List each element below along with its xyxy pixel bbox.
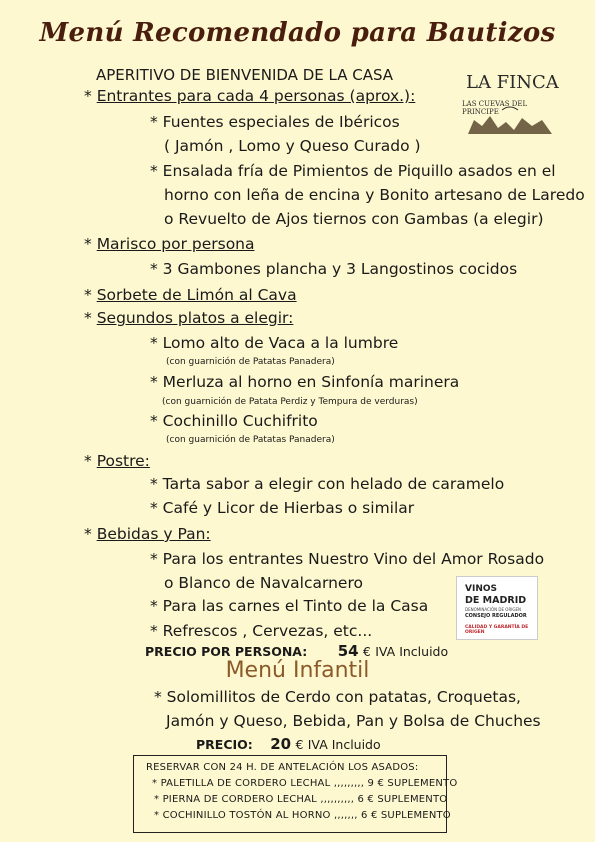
- bullet: *: [84, 87, 92, 105]
- entrantes-section: [84, 87, 415, 105]
- list-item: o Revuelto de Ajos tiernos con Gambas (a elegir): [164, 210, 544, 228]
- dish-note: (con guarnición de Patatas Panadera): [166, 357, 335, 367]
- list-item: o Blanco de Navalcarnero: [164, 574, 363, 592]
- iva-label: IVA Incluido: [375, 644, 449, 659]
- postre-section: [84, 452, 150, 470]
- dish-note: (con guarnición de Patata Perdiz y Tempura de verduras): [162, 397, 418, 407]
- badge-line: VINOS: [465, 584, 497, 594]
- vinos-de-madrid-badge: [456, 576, 538, 640]
- price-label: PRECIO POR PERSONA:: [145, 644, 308, 659]
- list-item: Jamón y Queso, Bebida, Pan y Bolsa de Chuches: [166, 712, 541, 730]
- bullet: *: [84, 309, 92, 327]
- list-item: ( Jamón , Lomo y Queso Curado ): [164, 137, 421, 155]
- postre-heading: Postre:: [96, 452, 150, 470]
- reserva-heading: RESERVAR CON 24 H. DE ANTELACIÓN LOS ASADOS:: [146, 762, 419, 773]
- entrantes-heading: Entrantes para cada 4 personas (aprox.):: [96, 87, 416, 105]
- sorbete-heading: Sorbete de Limón al Cava: [96, 286, 297, 304]
- bebidas-section: [84, 525, 211, 543]
- bullet: *: [84, 452, 92, 470]
- precio-infantil: [196, 735, 381, 753]
- badge-line: DE MADRID: [465, 595, 527, 606]
- reserva-item: * PALETILLA DE CORDERO LECHAL ,,,,,,,,, 9 € SUPLEMENTO: [152, 778, 458, 789]
- list-item: * Lomo alto de Vaca a la lumbre: [150, 334, 399, 352]
- marisco-heading: Marisco por persona: [96, 235, 255, 253]
- sorbete-section: [84, 286, 297, 304]
- list-item: horno con leña de encina y Bonito artesano de Laredo: [164, 186, 585, 204]
- reserva-item: * COCHINILLO TOSTÓN AL HORNO ,,,,,,, 6 € SUPLEMENTO: [154, 810, 451, 821]
- dish-note: (con guarnición de Patatas Panadera): [166, 435, 335, 445]
- marisco-section: [84, 235, 255, 253]
- list-item: * Cochinillo Cuchifrito: [150, 412, 318, 430]
- list-item: * Café y Licor de Hierbas o similar: [150, 499, 415, 517]
- list-item: * Ensalada fría de Pimientos de Piquillo asados en el: [150, 162, 556, 180]
- list-item: * Para los entrantes Nuestro Vino del Amor Rosado: [150, 550, 545, 568]
- aperitivo-heading: APERITIVO DE BIENVENIDA DE LA CASA: [96, 66, 394, 84]
- price-amount: 20: [270, 735, 292, 753]
- segundos-section: [84, 309, 293, 327]
- price-amount: 54: [337, 642, 359, 660]
- list-item: * Solomillitos de Cerdo con patatas, Croquetas,: [154, 688, 521, 706]
- bullet: *: [84, 286, 92, 304]
- iva-label: IVA Incluido: [307, 737, 381, 752]
- currency: €: [295, 737, 304, 752]
- list-item: * Tarta sabor a elegir con helado de caramelo: [150, 475, 505, 493]
- logo-sub-text: LAS CUEVAS DEL PRINCIPE: [462, 100, 528, 116]
- bullet: *: [84, 235, 92, 253]
- page-title: Menú Recomendado para Bautizos: [39, 18, 556, 48]
- menu-infantil-title: Menú Infantil: [225, 658, 370, 683]
- price-label: PRECIO:: [196, 737, 253, 752]
- bullet: *: [84, 525, 92, 543]
- la-finca-logo: [462, 72, 562, 142]
- reserva-box: [133, 755, 458, 833]
- badge-line: DENOMINACIÓN DE ORIGEN: [465, 607, 522, 612]
- list-item: * Para las carnes el Tinto de la Casa: [150, 597, 429, 615]
- list-item: * Fuentes especiales de Ibéricos: [150, 113, 400, 131]
- list-item: * Merluza al horno en Sinfonía marinera: [150, 373, 460, 391]
- badge-line: CALIDAD Y GARANTÍA DE ORIGEN: [465, 625, 529, 635]
- logo-main-text: LA FINCA: [466, 72, 559, 93]
- reserva-item: * PIERNA DE CORDERO LECHAL ,,,,,,,,,, 6 € SUPLEMENTO: [154, 794, 448, 805]
- list-item: * 3 Gambones plancha y 3 Langostinos cocidos: [150, 260, 518, 278]
- currency: €: [362, 644, 371, 659]
- badge-line: CONSEJO REGULADOR: [465, 613, 527, 619]
- bebidas-heading: Bebidas y Pan:: [96, 525, 211, 543]
- list-item: * Refrescos , Cervezas, etc...: [150, 622, 373, 640]
- segundos-heading: Segundos platos a elegir:: [96, 309, 294, 327]
